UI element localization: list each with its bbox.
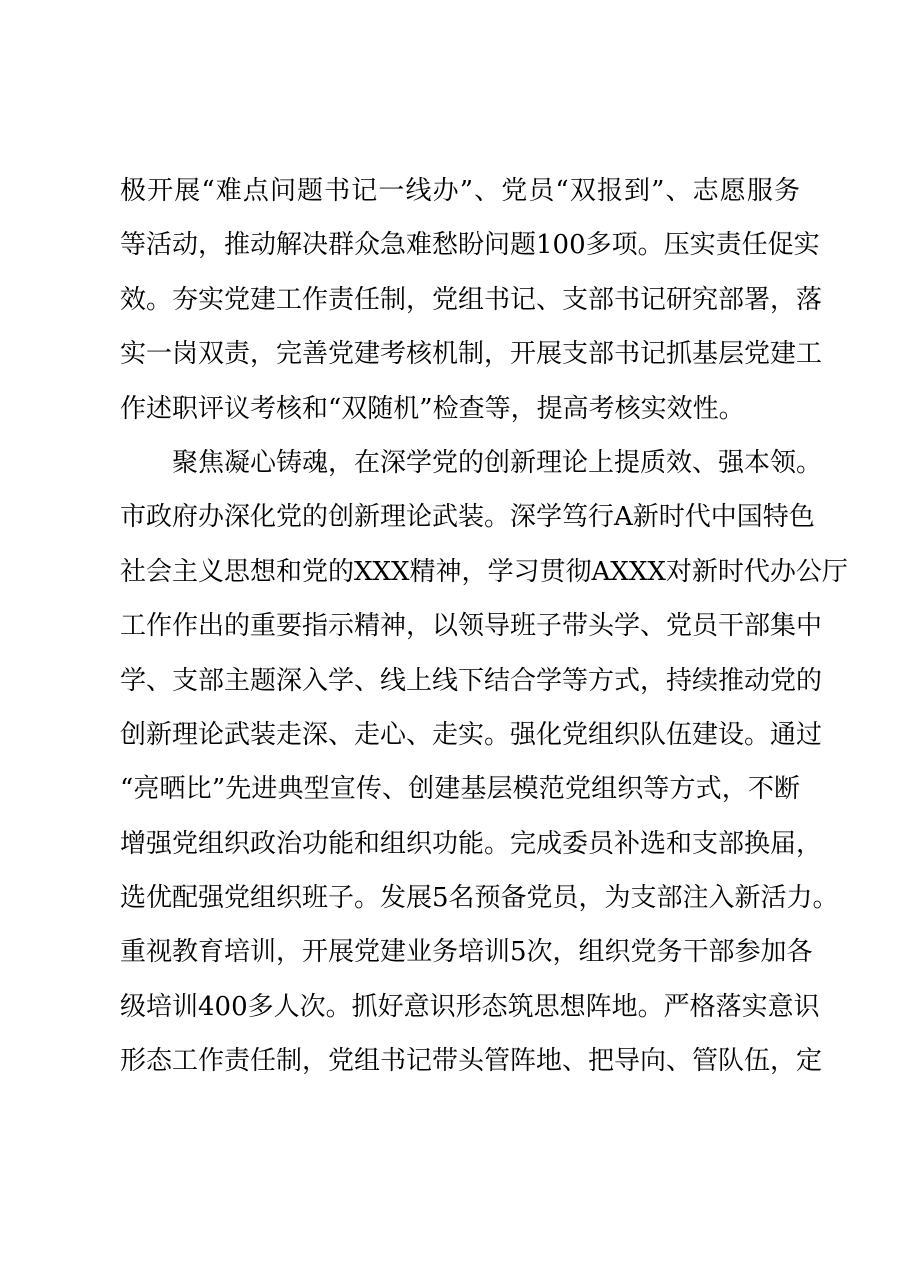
text-line: “亮晒比”先进典型宣传、创建基层模范党组织等方式，不断	[120, 774, 800, 805]
paragraph-1	[120, 164, 823, 436]
text-line: 极开展“难点问题书记一线办”、党员“双报到”、志愿服务	[120, 176, 800, 206]
body-text	[120, 164, 848, 1089]
text-line: 形态工作责任制，党组书记带头管阵地、把导向、管队伍，定	[120, 1046, 823, 1077]
text-line: 作述职评议考核和“双随机”检查等，提高考核实效性。	[120, 393, 745, 424]
text-line: 级培训400多人次。抓好意识形态筑思想阵地。严格落实意识	[120, 991, 820, 1022]
text-line: 工作作出的重要指示精神，以领导班子带头学、党员干部集中	[120, 611, 823, 642]
text-line: 聚焦凝心铸魂，在深学党的创新理论上提质效、强本领。	[172, 447, 823, 478]
paragraph-2	[120, 436, 848, 1089]
text-line: 等活动，推动解决群众急难愁盼问题100多项。压实责任促实	[120, 230, 820, 261]
text-line: 选优配强党组织班子。发展5名预备党员，为支部注入新活力。	[120, 883, 839, 914]
text-line: 重视教育培训，开展党建业务培训5次，组织党务干部参加各	[120, 937, 813, 968]
text-line: 实一岗双责，完善党建考核机制，开展支部书记抓基层党建工	[120, 339, 823, 370]
text-line: 增强党组织政治功能和组织功能。完成委员补选和支部换届，	[120, 828, 823, 859]
text-line: 社会主义思想和党的XXX精神，学习贯彻AXXX对新时代办公厅	[120, 556, 848, 587]
text-line: 学、支部主题深入学、线上线下结合学等方式，持续推动党的	[120, 665, 823, 696]
text-line: 效。夯实党建工作责任制，党组书记、支部书记研究部署，落	[120, 284, 823, 315]
text-line: 市政府办深化党的创新理论武装。深学笃行A新时代中国特色	[120, 502, 815, 533]
text-line: 创新理论武装走深、走心、走实。强化党组织队伍建设。通过	[120, 719, 823, 750]
